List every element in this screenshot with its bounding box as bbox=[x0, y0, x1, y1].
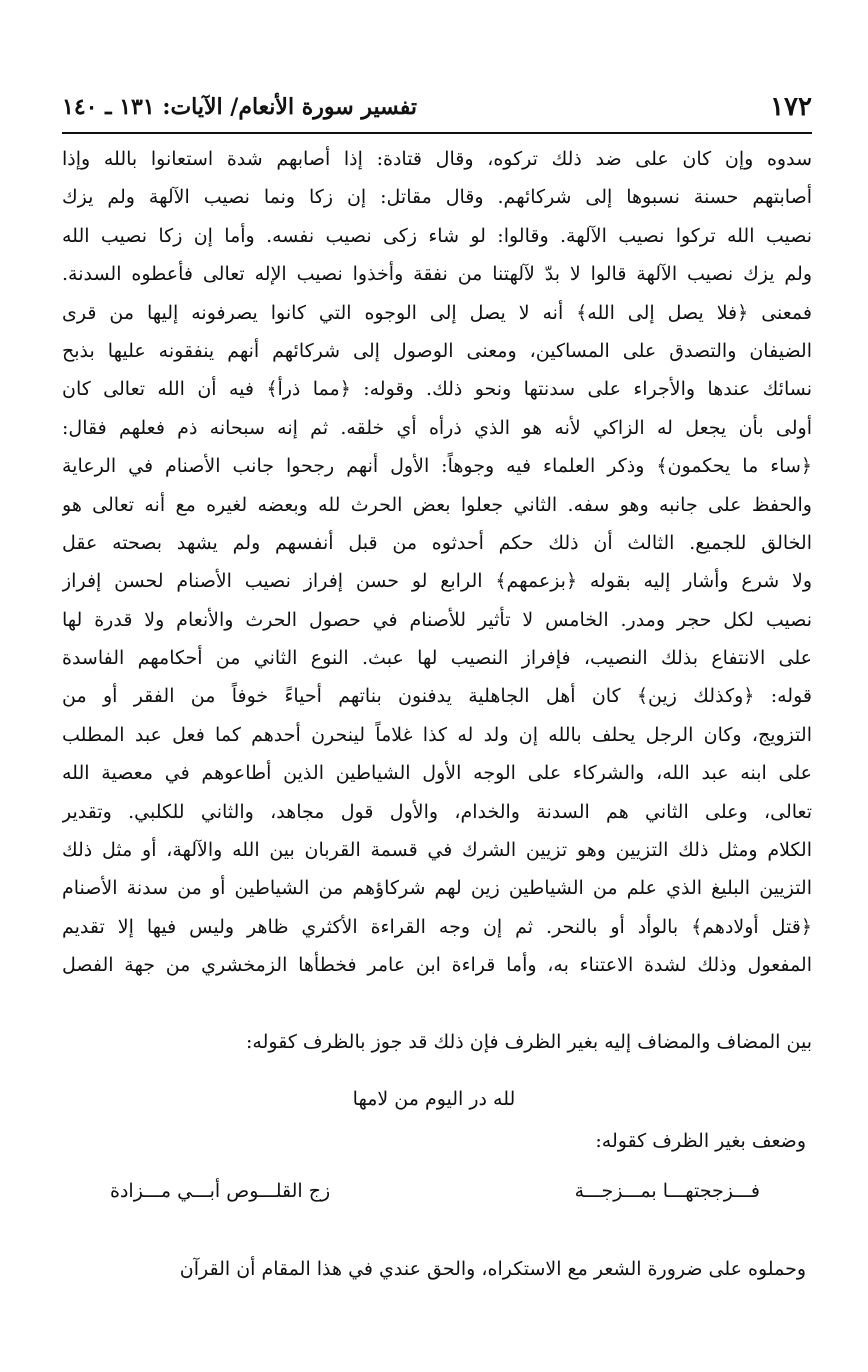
text-line: التزيين البليغ الذي علم من الشياطين زين لهم شركاؤهم من الشياطين أو من سدنة الأصنام bbox=[62, 877, 812, 900]
text-line: الكلام ومثل ذلك التزيين وهو تزيين الشرك في قسمة القربان بين الله والآلهة، أو مثل ذلك bbox=[62, 839, 812, 862]
verse-hemistich: زج القلـــوص أبـــي مـــزادة bbox=[110, 1180, 331, 1202]
tail-paragraph bbox=[62, 1022, 812, 1062]
text-line: على ابنه عبد الله، والشركاء على الوجه الأول الشياطين الذين أطاعوهم في معصية الله bbox=[62, 762, 812, 785]
text-line: أصابتهم حسنة نسبوها إلى شركائهم. وقال مقاتل: إن زكا ونما نصيب الآلهة ولم يزك bbox=[62, 186, 812, 209]
verse-hemistich: فـــزججتهـــا بمـــزجـــة bbox=[574, 1180, 760, 1202]
text-line: تعالى، وعلى الثاني هم السدنة والخدام، والأول قول مجاهد، والثاني للكلبي. وتقدير bbox=[62, 800, 812, 823]
text-line: نصيب الله تركوا نصيب الآلهة. وقالوا: لو شاء زكى نصيب نفسه. وأما إن زكا نصيب الله bbox=[62, 224, 812, 247]
text-line: وضعف بغير الظرف كقوله: bbox=[595, 1130, 806, 1152]
page-number: ١٧٢ bbox=[770, 92, 812, 122]
text-line: ولم يزك نصيب الآلهة قالوا لا بدّ لآلهتنا من نفقة وأخذوا نصيب الإله تعالى فأعطوه السدنة. bbox=[62, 263, 812, 286]
text-line: الخالق للجميع. الثالث أن ذلك حكم أحدثوه من قبل أنفسهم ولم يشهد بصحته عقل bbox=[62, 531, 812, 554]
text-line: المفعول وذلك لشدة الاعتناء به، وأما قراءة ابن عامر فخطأها الزمخشري من جهة الفصل bbox=[62, 954, 812, 977]
text-line: نسائك عندها والأجراء على سدنتها ونحو ذلك. وقوله: ﴿مما ذرأ﴾ فيه أن الله تعالى كان bbox=[62, 378, 812, 401]
text-line: ﴿قتل أولادهم﴾ بالوأد أو بالنحر. ثم إن وجه القراءة الأكثري ظاهر وليس فيها إلا تقديم bbox=[62, 915, 812, 938]
poetry-couplet bbox=[110, 1180, 760, 1220]
page-header bbox=[62, 92, 812, 128]
text-line: التزويج، وكان الرجل يحلف بالله إن ولد له كذا غلاماً لينحرن أحدهم كما فعل عبد المطلب bbox=[62, 723, 812, 746]
text-line: والحفظ على جانبه وهو سفه. الثاني جعلوا بعض الحرث لله وبعضه لغيره مع أنه تعالى هو bbox=[62, 493, 812, 516]
text-line: ﴿ساء ما يحكمون﴾ وذكر العلماء فيه وجوهاً: الأول أنهم رجحوا جانب الأصنام في الرعاية bbox=[62, 455, 812, 478]
text-line: فمعنى ﴿فلا يصل إلى الله﴾ أنه لا يصل إلى الوجوه التي كانوا يصرفونه إليها من قرى bbox=[62, 301, 812, 324]
text-line: الضيفان والتصدق على المساكين، ومعنى الوصول إلى شركائهم أنهم ينفقونه عليها بذبح bbox=[62, 339, 812, 362]
poetry-verse: لله در اليوم من لامها bbox=[352, 1088, 516, 1110]
text-line: وحملوه على ضرورة الشعر مع الاستكراه، والحق عندي في هذا المقام أن القرآن bbox=[179, 1258, 806, 1280]
text-line: قوله: ﴿وكذلك زين﴾ كان أهل الجاهلية يدفنون بناتهم أحياءً خوفاً من الفقر أو من bbox=[62, 685, 812, 708]
text-line: أولى بأن يجعل له الزاكي لأنه هو الذي ذرأه أي خلقه. ثم إنه سبحانه ذم فعلهم فقال: bbox=[62, 416, 812, 439]
main-text bbox=[62, 140, 812, 985]
text-line: سدوه وإن كان على ضد ذلك تركوه، وقال قتادة: إذا أصابهم شدة استعانوا بالله وإذا bbox=[62, 148, 812, 170]
text-line: نصيب لكل حجر ومدر. الخامس لا تأثير للأصنام في حصول الحرث والأنعام ولا قدرة لها bbox=[62, 608, 812, 631]
text-line: ولا شرع وأشار إليه بقوله ﴿بزعمهم﴾ الرابع لو حسن إفراز نصيب الأصنام لحسن إفراز bbox=[62, 570, 812, 593]
running-title: تفسير سورة الأنعام/ الآيات: ١٣١ ـ ١٤٠ bbox=[62, 94, 417, 120]
text-line: على الانتفاع بذلك النصيب، فإفراز النصيب لها عبث. النوع الثاني من أحكامهم الفاسدة bbox=[62, 647, 812, 670]
text-line: بين المضاف والمضاف إليه بغير الظرف فإن ذلك قد جوز بالظرف كقوله: bbox=[246, 1031, 812, 1053]
header-rule bbox=[62, 132, 812, 134]
